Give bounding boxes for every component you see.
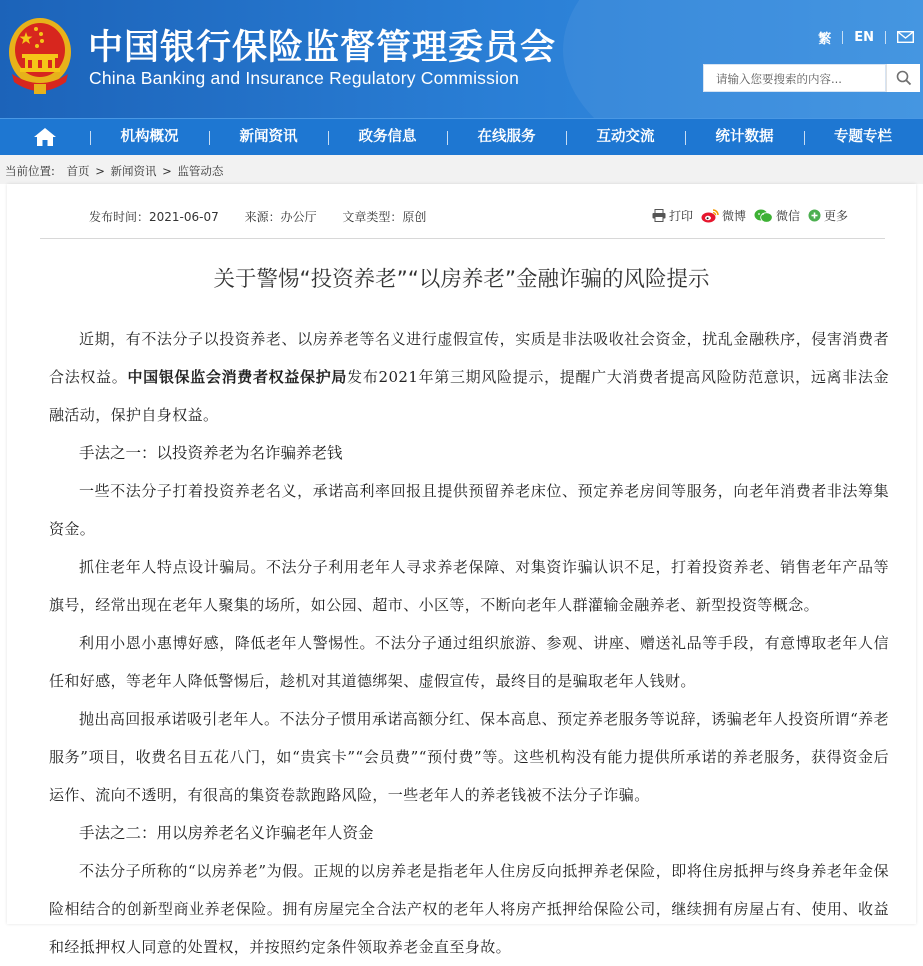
nav-home[interactable] [0, 119, 90, 156]
weibo-label: 微博 [722, 209, 747, 223]
publish-time: 发布时间：2021-06-07 [89, 210, 219, 224]
nav-item-interaction[interactable]: 互动交流 [566, 119, 685, 156]
traditional-chinese-link[interactable]: 繁 [818, 31, 832, 47]
paragraph: 不法分子所称的“以房养老”为假。正规的以房养老是指老年人住房反向抵押养老保险，即将住房抵押与终身养老年金保险相结合的创新型商业养老保险。拥有房屋完全合法产权的老年人将房产抵押给保险公司，继续拥有房屋占有、使用、收益和经抵押权人同意的处置权，并按照约定条件领取养老金直至身故。 [49, 862, 889, 956]
wechat-label: 微信 [776, 209, 801, 223]
paragraph: 抛出高回报承诺吸引老年人。不法分子惯用承诺高额分红、保本高息、预定养老服务等说辞，诱骗老年人投资所谓“养老服务”项目，收费名目五花八门，如“贵宾卡”“会员费”“预付费”等。这些机构没有能力提供所承诺的养老服务，获得资金后运作、流向不透明，有很高的集资卷款跑路风险，一些老年人的养老钱被不法分子诈骗。 [49, 710, 889, 804]
search-input[interactable]: 请输入您要搜索的内容... [703, 64, 886, 92]
divider [885, 31, 886, 44]
weibo-share-button[interactable] [701, 207, 746, 224]
site-title-cn: 中国银行保险监督管理委员会 [88, 28, 557, 68]
paragraph: 利用小恩小惠博好感，降低老年人警惕性。不法分子通过组织旅游、参观、讲座、赠送礼品等手段，有意博取老年人信任和好感，等老年人降低警惕后，趁机对其道德绑架、虚假宣传，最终目的是骗取老年人钱财。 [49, 634, 889, 690]
print-label: 打印 [669, 209, 694, 223]
paragraph-text: 发布2021年第三期风险提示，提醒广大消费者提高风险防范意识，远离非法金融活动，保护自身权益。 [49, 368, 889, 424]
paragraph [49, 320, 889, 434]
nav-item-statistics[interactable]: 统计数据 [685, 119, 804, 156]
site-header [0, 0, 923, 118]
paragraph: 一些不法分子打着投资养老名义，承诺高利率回报且提供预留养老床位、预定养老房间等服务，向老年消费者非法筹集资金。 [49, 482, 889, 538]
highlighted-org-name: 中国银保监会消费者权益保护局 [127, 368, 348, 386]
wechat-share-button[interactable] [754, 207, 800, 224]
more-share-button[interactable] [808, 207, 848, 224]
section-heading: 手法之二：用以房养老名义诈骗老年人资金 [79, 824, 374, 842]
nav-item-government-info[interactable]: 政务信息 [328, 119, 447, 156]
search-button[interactable] [886, 64, 920, 92]
article-source: 来源：办公厅 [244, 210, 317, 224]
section-heading: 手法之一：以投资养老为名诈骗养老钱 [79, 444, 343, 462]
article-panel [7, 184, 916, 956]
breadcrumb-current[interactable]: 监管动态 [177, 164, 224, 178]
nav-item-about[interactable]: 机构概况 [90, 119, 209, 156]
article-title: 关于警惕“投资养老”“以房养老”金融诈骗的风险提示 [213, 267, 710, 292]
breadcrumb-label: 当前位置: [5, 164, 55, 178]
english-link[interactable]: EN [854, 29, 874, 45]
nav-item-online-service[interactable]: 在线服务 [447, 119, 566, 156]
breadcrumb-home-link[interactable]: 首页 [66, 164, 90, 178]
divider [40, 238, 885, 239]
article-body [49, 320, 889, 966]
nav-item-topics[interactable]: 专题专栏 [804, 119, 922, 156]
divider [842, 31, 843, 44]
site-title-en: China Banking and Insurance Regulatory Commission [89, 68, 520, 88]
paragraph-text: 近期，有不法分子以投资养老、以房养老等名义进行虚假宣传，实质是非法吸收社会资金，扰乱金融秩序，侵害消费者合法权益。 [49, 330, 889, 386]
breadcrumb-separator: > [162, 164, 172, 178]
breadcrumb-news-link[interactable]: 新闻资讯 [110, 164, 157, 178]
national-emblem-icon [6, 12, 74, 98]
paragraph: 抓住老年人特点设计骗局。不法分子利用老年人寻求养老保障、对集资诈骗认识不足，打着投资养老、销售老年产品等旗号，经常出现在老年人聚集的场所，如公园、超市、小区等，不断向老年人群灌输金融养老、新型投资等概念。 [49, 558, 889, 614]
breadcrumb [0, 155, 923, 184]
article-meta [89, 208, 448, 225]
weibo-icon [701, 209, 719, 223]
share-bar [652, 207, 856, 224]
printer-icon [652, 209, 666, 222]
nav-item-news[interactable]: 新闻资讯 [209, 119, 328, 156]
language-bar [818, 28, 914, 46]
more-label: 更多 [824, 209, 849, 223]
breadcrumb-separator: > [95, 164, 105, 178]
article-type: 文章类型：原创 [342, 210, 427, 224]
search-icon [896, 70, 912, 86]
print-button[interactable] [652, 207, 693, 224]
main-nav [0, 118, 923, 155]
more-plus-icon [808, 209, 821, 222]
home-icon [33, 127, 57, 147]
wechat-icon [754, 209, 773, 223]
mail-icon[interactable] [897, 31, 914, 43]
